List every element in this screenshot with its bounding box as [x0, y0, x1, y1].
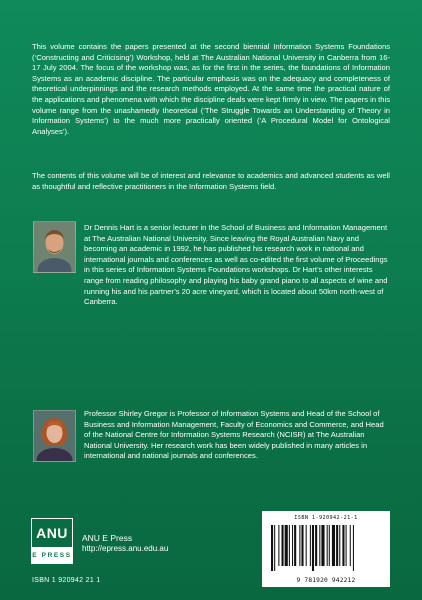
isbn-text: ISBN 1 920942 21 1: [32, 577, 101, 584]
barcode-bar: [274, 525, 275, 571]
barcode-bar: [306, 525, 307, 566]
barcode-bars: [271, 525, 381, 571]
anu-e-press-logo: [31, 518, 73, 564]
barcode-bar: [339, 525, 340, 566]
editor-bio-shirley-gregor: Professor Shirley Gregor is Professor of Information Systems and Head of the School of Business and Information Management, Faculty of Economics and Commerce, and Head of the National Centre for Information Systems Research (NCISR) at The Australian National University. Her research work has been widely published in many articles in international and national journals and conferences.: [84, 409, 384, 461]
barcode-bar: [342, 525, 344, 566]
intro-paragraph-1: This volume contains the papers presented at the second biennial Information Systems Foundations (‘Constructing and Criticising’) Workshop, held at The Australian National University in Canberra from 16-17 July 2004. The focus of the workshop was, as for the first in the series, the foundations of Information Systems as an academic discipline. The particular emphasis was on the adequacy and completeness of theoretical underpinnings and the research methods employed. At the same time the practical nature of the applications and phenomena with which the discipline deals were kept firmly in view. The papers in this volume range from the unashamedly theoretical (‘The Struggle Towards an Understanding of Theory in Information Systems’) to the much more practically oriented (‘A Procedural Model for Ontological Analyses’).: [32, 42, 390, 136]
barcode-bar: [301, 525, 303, 566]
barcode-bar: [329, 525, 330, 566]
intro-paragraph-2: The contents of this volume will be of interest and relevance to academics and advanced students as well as thoughtful and reflective practitioners in the Information Systems field.: [32, 171, 390, 191]
logo-anu-text: ANU: [36, 525, 68, 541]
barcode-bar: [278, 525, 279, 566]
barcode-bar: [282, 525, 284, 566]
barcode-bar: [346, 525, 347, 566]
barcode-bar: [319, 525, 320, 566]
barcode-bar: [321, 525, 324, 566]
editor-photo-dennis-hart: [33, 221, 76, 273]
portrait-icon: [34, 222, 75, 272]
barcode-bar: [285, 525, 288, 566]
barcode-bar: [310, 525, 311, 566]
barcode-isbn-label: ISBN 1-920942-21-1: [294, 515, 358, 521]
logo-epress-text: E PRESS: [32, 547, 72, 563]
barcode-bar: [312, 525, 314, 571]
isbn-barcode: [262, 511, 390, 587]
barcode-bar: [332, 525, 335, 566]
publisher-name: ANU E Press: [82, 533, 133, 543]
publisher-url[interactable]: http://epress.anu.edu.au: [82, 544, 169, 553]
barcode-bar: [294, 525, 296, 566]
barcode-bar: [271, 525, 273, 571]
editor-bio-dennis-hart: Dr Dennis Hart is a senior lecturer in the School of Business and Information Management at The Australian National University. Since leaving the Royal Australian Navy and becoming an academic in 1992, he has published his research work in national and international journals and conferences as well as co-edited the first volume of Proceedings in this series of Information Systems Foundations workshops. Dr Hart’s other interests range from reading philosophy and playing his baby grand piano to all aspects of wine and running his and his partner’s 20 acre vineyard, which is located about 50km north-west of Canberra.: [84, 223, 388, 307]
barcode-bar: [292, 525, 293, 566]
barcode-bar: [315, 525, 317, 566]
barcode-bar: [350, 525, 351, 566]
barcode-bar: [336, 525, 338, 566]
editor-photo-shirley-gregor: [33, 410, 76, 462]
barcode-bar: [327, 525, 328, 566]
barcode-bar: [353, 525, 354, 571]
portrait-icon: [34, 411, 75, 461]
barcode-bar: [299, 525, 300, 566]
barcode-digits: 9 781920 942212: [296, 577, 356, 584]
barcode-bar: [289, 525, 290, 566]
